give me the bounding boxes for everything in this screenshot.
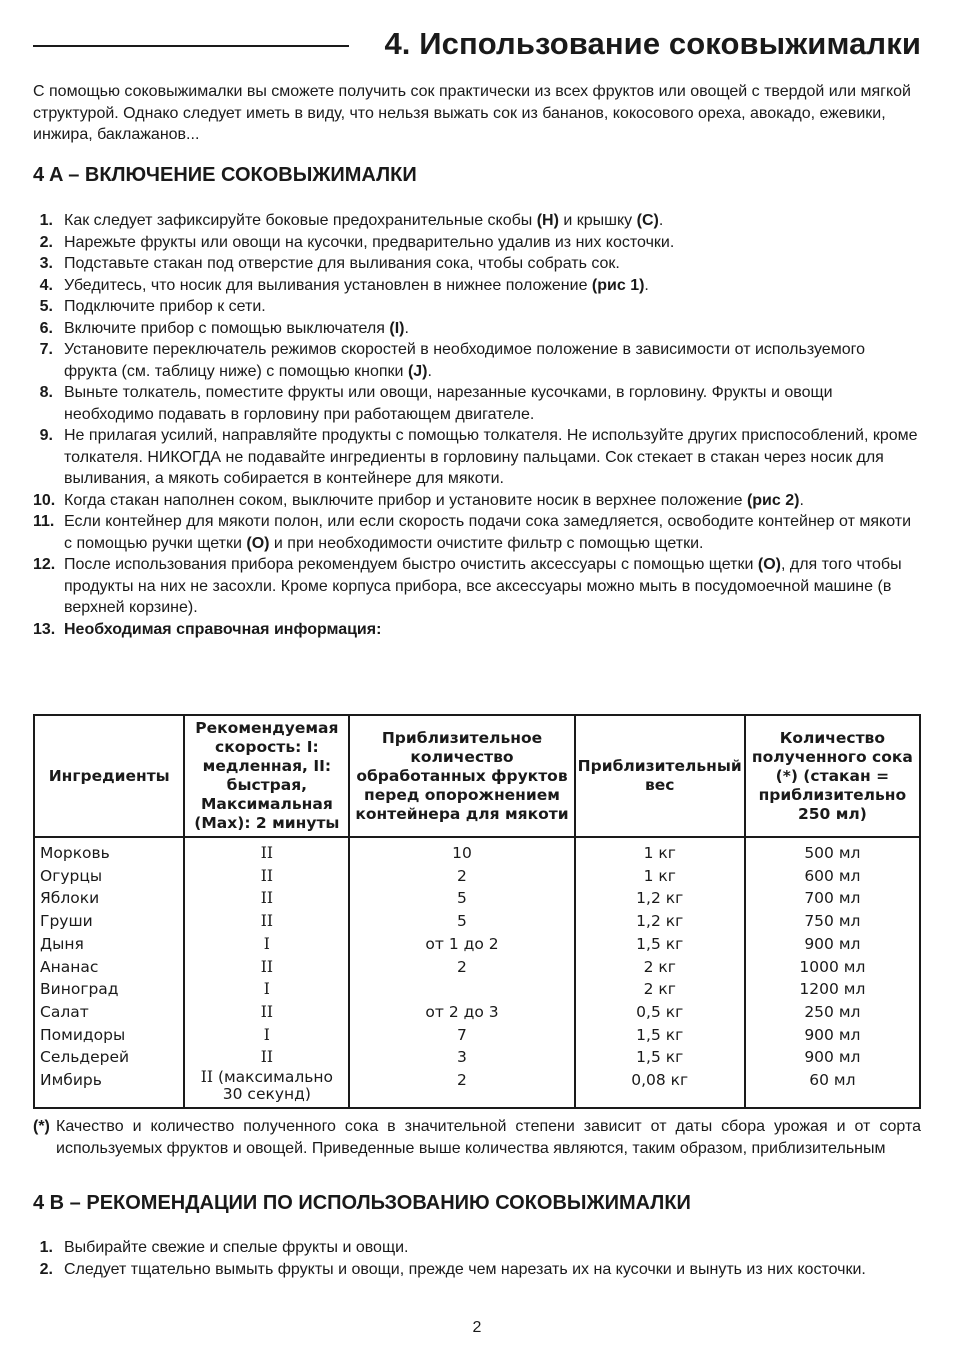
cell-speed: I [184, 978, 349, 1001]
cell-juice: 1000 мл [745, 956, 920, 979]
footnote [33, 1116, 921, 1159]
cell-speed: II [184, 1001, 349, 1024]
speed-note: (максимально 30 секунд) [217, 1068, 333, 1104]
list-item-text: Подключите прибор к сети. [64, 298, 266, 315]
table-row [34, 1001, 920, 1024]
list-item-text: (J) [407, 362, 428, 380]
footnote-mark: (*) [33, 1118, 50, 1135]
list-item-number: 1. [39, 1239, 53, 1256]
list-item-text: . [658, 212, 664, 229]
list-item-text: (рис 2) [746, 491, 800, 509]
list-item-number: 3. [39, 255, 53, 272]
cell-weight: 2 кг [575, 956, 745, 979]
cell-weight: 1 кг [575, 837, 745, 865]
cell-speed: II [184, 865, 349, 888]
list-item [33, 1237, 921, 1259]
list-item-text: (O) [246, 534, 270, 552]
cell-juice: 1200 мл [745, 978, 920, 1001]
list-item-text: (C) [636, 212, 659, 229]
list-item-text: Включите прибор с помощью выключателя [64, 319, 390, 337]
list-item-text: . [427, 362, 432, 380]
cell-juice: 750 мл [745, 910, 920, 933]
list-item [33, 210, 921, 232]
list-item-text: . [799, 491, 804, 509]
table-row [34, 1069, 920, 1108]
cell-juice: 900 мл [745, 1046, 920, 1069]
header-juice-amount: Количество полученного сока (*) (стакан = приблизительно 250 мл) [745, 715, 920, 837]
cell-quantity [349, 978, 574, 1001]
list-item-number: 1. [39, 212, 53, 229]
list-item [33, 425, 921, 490]
cell-juice: 600 мл [745, 865, 920, 888]
cell-juice: 500 мл [745, 837, 920, 865]
cell-quantity: от 2 до 3 [349, 1001, 574, 1024]
list-item [33, 296, 921, 318]
list-item-text: и крышку [558, 212, 637, 229]
table-row [34, 933, 920, 956]
section-b-heading: 4 B – РЕКОМЕНДАЦИИ ПО ИСПОЛЬЗОВАНИЮ СОКОВЫЖИМАЛКИ [33, 1192, 691, 1214]
list-item-text: . [404, 319, 409, 337]
section-b-steps [33, 1237, 921, 1280]
cell-juice: 250 мл [745, 1001, 920, 1024]
cell-speed: II [184, 910, 349, 933]
cell-quantity: 5 [349, 887, 574, 910]
list-item [33, 511, 921, 554]
header-quantity: Приблизительное количество обработанных фруктов перед опорожнением контейнера для мякоти [349, 715, 574, 837]
ingredients-table [33, 714, 921, 1109]
table-row [34, 910, 920, 933]
list-item [33, 339, 921, 382]
list-item-number: 5. [39, 298, 53, 315]
cell-quantity: 7 [349, 1024, 574, 1047]
header-speed: Рекомендуемая скорость: I: медленная, II: быстрая, Максимальная (Max): 2 минуты [184, 715, 349, 837]
cell-weight: 1,5 кг [575, 1024, 745, 1047]
title-rule [33, 45, 349, 47]
cell-speed: I [184, 1024, 349, 1047]
cell-ingredient: Ананас [34, 956, 184, 979]
list-item-number: 8. [39, 384, 53, 401]
cell-quantity: 2 [349, 865, 574, 888]
list-item-number: 11. [33, 513, 55, 530]
list-item-text: Необходимая справочная информация: [64, 620, 382, 638]
list-item [33, 490, 921, 512]
list-item-text: . [644, 276, 649, 294]
cell-juice: 900 мл [745, 933, 920, 956]
list-item-text: (H) [536, 212, 559, 229]
section-a-heading: 4 A – ВКЛЮЧЕНИЕ СОКОВЫЖИМАЛКИ [33, 164, 417, 186]
cell-ingredient: Салат [34, 1001, 184, 1024]
cell-juice: 900 мл [745, 1024, 920, 1047]
list-item-text: Выбирайте свежие и спелые фрукты и овощи. [64, 1239, 409, 1256]
table-body [34, 837, 920, 1108]
cell-quantity: от 1 до 2 [349, 933, 574, 956]
cell-weight: 0,08 кг [575, 1069, 745, 1108]
cell-quantity: 2 [349, 956, 574, 979]
cell-speed: I [184, 933, 349, 956]
page-title: 4. Использование соковыжималки [384, 26, 921, 61]
cell-juice: 60 мл [745, 1069, 920, 1108]
intro-paragraph: С помощью соковыжималки вы сможете получить сок практически из всех фруктов или овощей с твердой или мягкой структурой. Однако следует иметь в виду, что нельзя выжать сок из бананов, кокосового ореха, авокадо, ежевики, инжира, баклажанов... [33, 83, 911, 143]
cell-ingredient: Огурцы [34, 865, 184, 888]
cell-speed: II [184, 837, 349, 865]
list-item [33, 619, 921, 641]
header-weight: Приблизительный вес [575, 715, 745, 837]
list-item-number: 4. [39, 276, 53, 294]
list-item [33, 1259, 921, 1281]
list-item [33, 232, 921, 254]
list-item [33, 382, 921, 425]
list-item-text: (I) [389, 319, 405, 337]
speed-value: II [200, 1068, 218, 1087]
list-item-text: Установите переключатель режимов скоростей в необходимое положение в зависимости от используемого фрукта (см. таблицу ниже) с помощью кнопки [64, 341, 865, 380]
list-item-text: Следует тщательно вымыть фрукты и овощи, прежде чем нарезать их на кусочки и вынуть из них косточки. [64, 1260, 866, 1278]
cell-weight: 1,5 кг [575, 1046, 745, 1069]
list-item-text: и при необходимости очистите фильтр с помощью щетки. [269, 534, 704, 552]
cell-speed: II [184, 1046, 349, 1069]
table-row [34, 956, 920, 979]
list-item-text: Когда стакан наполнен соком, выключите прибор и установите носик в верхнее положение [64, 491, 747, 509]
cell-speed [184, 1069, 349, 1108]
cell-quantity: 5 [349, 910, 574, 933]
table-row [34, 865, 920, 888]
list-item-text: После использования прибора рекомендуем быстро очистить аксессуары с помощью щетки [64, 556, 758, 573]
footnote-text: Качество и количество полученного сока в значительной степени зависит от даты сбора урожая и от сорта используемых фруктов и овощей. Приведенные выше количества являются, таким образом, приблизительным [56, 1118, 921, 1157]
cell-weight: 1,2 кг [575, 910, 745, 933]
list-item-number: 12. [33, 556, 56, 573]
cell-weight: 0,5 кг [575, 1001, 745, 1024]
cell-ingredient: Виноград [34, 978, 184, 1001]
list-item-number: 9. [39, 427, 53, 444]
list-item-text: Если контейнер для мякоти полон, или если скорость подачи сока замедляется, освободите контейнер от мякоти с помощью ручки щетки [64, 513, 911, 552]
cell-weight: 2 кг [575, 978, 745, 1001]
list-item-text: (O) [757, 556, 781, 573]
cell-ingredient: Дыня [34, 933, 184, 956]
list-item [33, 554, 921, 619]
list-item-number: 2. [39, 1260, 53, 1278]
table-row [34, 978, 920, 1001]
cell-weight: 1,5 кг [575, 933, 745, 956]
cell-weight: 1 кг [575, 865, 745, 888]
cell-ingredient: Помидоры [34, 1024, 184, 1047]
cell-quantity: 3 [349, 1046, 574, 1069]
table-header-row [34, 715, 920, 837]
cell-ingredient: Яблоки [34, 887, 184, 910]
table-row [34, 837, 920, 865]
list-item-number: 7. [39, 341, 53, 358]
section-a-steps [33, 210, 921, 640]
list-item-text: Не прилагая усилий, направляйте продукты с помощью толкателя. Не используйте других приспособлений, кроме толкателя. НИКОГДА не подавайте ингредиенты в горловину пальцами. Сок стекает в стакан через носик для выливания, а мякоть собирается в контейнере для мякоти. [64, 427, 918, 487]
list-item-text: Убедитесь, что носик для выливания установлен в нижнее положение [64, 276, 592, 294]
cell-ingredient: Морковь [34, 837, 184, 865]
list-item-text: Выньте толкатель, поместите фрукты или овощи, нарезанные кусочками, в горловину. Фрукты и овощи необходимо подавать в горловину при работающем двигателе. [64, 384, 833, 423]
list-item-number: 13. [33, 620, 56, 638]
list-item-text: Как следует зафиксируйте боковые предохранительные скобы [64, 212, 537, 229]
page-number: 2 [472, 1319, 482, 1336]
list-item-number: 10. [33, 491, 56, 509]
table-row [34, 887, 920, 910]
list-item [33, 275, 921, 297]
cell-ingredient: Груши [34, 910, 184, 933]
list-item [33, 253, 921, 275]
cell-weight: 1,2 кг [575, 887, 745, 910]
cell-quantity: 2 [349, 1069, 574, 1108]
cell-ingredient: Имбирь [34, 1069, 184, 1108]
list-item-text: , для того чтобы продукты на них не засохли. Кроме корпуса прибора, все аксессуары можно мыть в посудомоечной машине (в верхней корзине). [64, 556, 902, 616]
cell-juice: 700 мл [745, 887, 920, 910]
list-item-text: Нарежьте фрукты или овощи на кусочки, предварительно удалив из них косточки. [64, 233, 675, 251]
list-item-text: (рис 1) [591, 276, 645, 294]
table-row [34, 1046, 920, 1069]
list-item-number: 6. [39, 319, 53, 337]
list-item-text: Подставьте стакан под отверстие для выливания сока, чтобы собрать сок. [64, 255, 620, 272]
header-ingredients: Ингредиенты [34, 715, 184, 837]
list-item [33, 318, 921, 340]
cell-ingredient: Сельдерей [34, 1046, 184, 1069]
cell-quantity: 10 [349, 837, 574, 865]
list-item-number: 2. [39, 233, 53, 251]
cell-speed: II [184, 956, 349, 979]
cell-speed: II [184, 887, 349, 910]
title-row [33, 26, 921, 70]
table-row [34, 1024, 920, 1047]
